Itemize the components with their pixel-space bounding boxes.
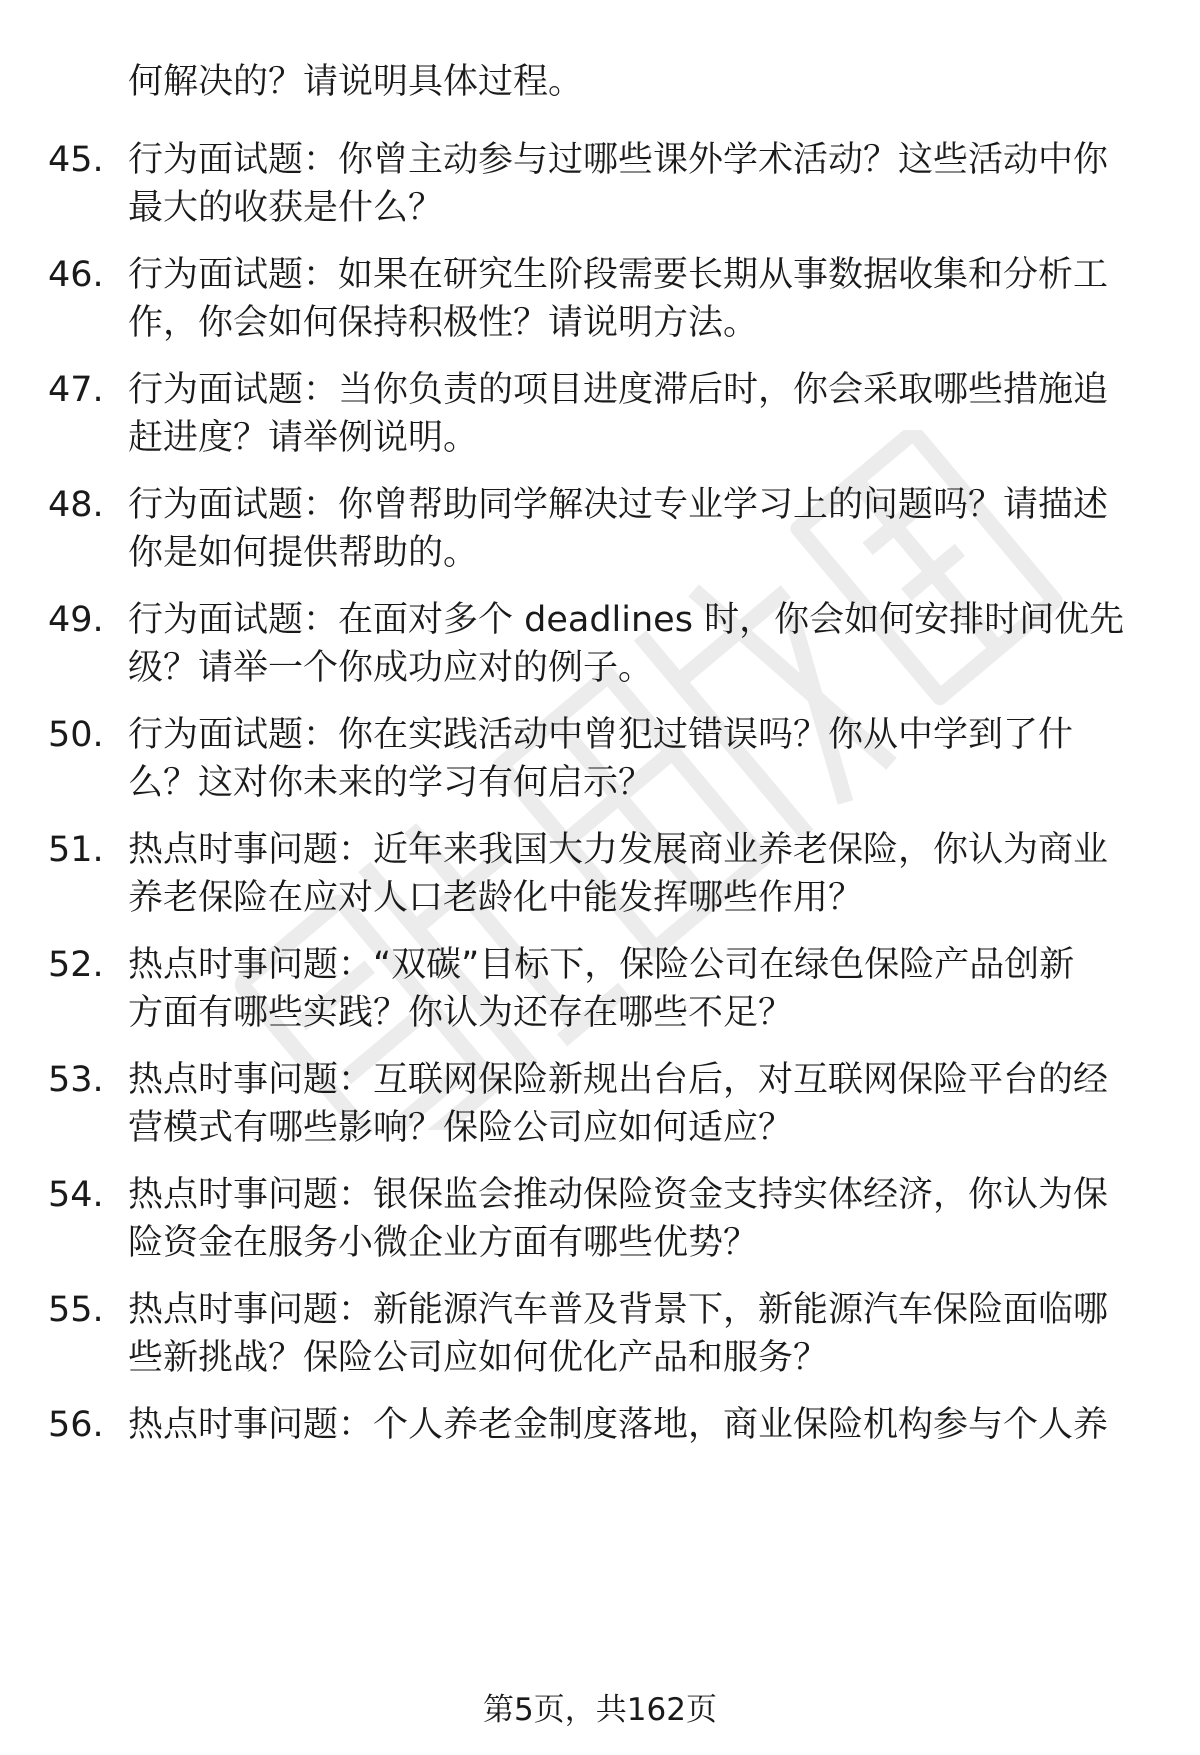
- question-line: 热点时事问题：新能源汽车普及背景下，新能源汽车保险面临哪: [128, 1290, 1109, 1330]
- question-number: 48.: [48, 485, 104, 525]
- question-line: 赶进度？请举例说明。: [128, 418, 479, 458]
- question-line: 行为面试题：你曾主动参与过哪些课外学术活动？这些活动中你: [128, 140, 1109, 180]
- question-number: 56.: [48, 1405, 104, 1445]
- question-number: 54.: [48, 1175, 104, 1215]
- question-text: [128, 1171, 1188, 1267]
- question-number: 51.: [48, 830, 104, 870]
- question-line: 你是如何提供帮助的。: [128, 533, 479, 573]
- question-line: 行为面试题：你在实践活动中曾犯过错误吗？你从中学到了什: [128, 715, 1074, 755]
- question-text: [128, 826, 1188, 922]
- question-text: [128, 941, 1188, 1037]
- question-line: 热点时事问题：近年来我国大力发展商业养老保险，你认为商业: [128, 830, 1109, 870]
- question-text: [128, 136, 1188, 232]
- question-line: 级？请举一个你成功应对的例子。: [128, 648, 654, 688]
- question-text: [128, 1401, 1188, 1449]
- question-line: 热点时事问题：个人养老金制度落地，商业保险机构参与个人养: [128, 1405, 1109, 1445]
- question-line: 最大的收获是什么？: [128, 188, 444, 228]
- question-number: 53.: [48, 1060, 104, 1100]
- question-line: 作，你会如何保持积极性？请说明方法。: [128, 303, 759, 343]
- question-line: 行为面试题：你曾帮助同学解决过专业学习上的问题吗？请描述: [128, 485, 1109, 525]
- question-line: 热点时事问题：“双碳”目标下，保险公司在绿色保险产品创新: [128, 945, 1075, 985]
- question-line: 热点时事问题：银保监会推动保险资金支持实体经济，你认为保: [128, 1175, 1109, 1215]
- question-number: 55.: [48, 1290, 104, 1330]
- question-line: 方面有哪些实践？你认为还存在哪些不足？: [128, 993, 794, 1033]
- question-number: 46.: [48, 255, 104, 295]
- question-number: 50.: [48, 715, 104, 755]
- question-text: [128, 596, 1188, 692]
- question-number: 49.: [48, 600, 104, 640]
- question-line: 行为面试题：在面对多个 deadlines 时，你会如何安排时间优先: [128, 600, 1125, 640]
- question-line: 么？这对你未来的学习有何启示？: [128, 763, 654, 803]
- question-line: 行为面试题：当你负责的项目进度滞后时，你会采取哪些措施追: [128, 370, 1109, 410]
- question-line: 险资金在服务小微企业方面有哪些优势？: [128, 1223, 759, 1263]
- question-number: 45.: [48, 140, 104, 180]
- question-text: [128, 366, 1188, 462]
- question-line: 些新挑战？保险公司应如何优化产品和服务？: [128, 1338, 829, 1378]
- continued-text: 何解决的？请说明具体过程。: [128, 62, 584, 102]
- question-line: 热点时事问题：互联网保险新规出台后，对互联网保险平台的经: [128, 1060, 1109, 1100]
- question-text: [128, 1056, 1188, 1152]
- question-number: 52.: [48, 945, 104, 985]
- question-text: [128, 481, 1188, 577]
- question-line: 营模式有哪些影响？保险公司应如何适应？: [128, 1108, 794, 1148]
- page-footer: 第5页，共162页: [483, 1692, 717, 1728]
- question-text: [128, 711, 1188, 807]
- question-line: 养老保险在应对人口老龄化中能发挥哪些作用？: [128, 878, 864, 918]
- question-text: [128, 251, 1188, 347]
- question-number: 47.: [48, 370, 104, 410]
- question-text: [128, 1286, 1188, 1382]
- question-line: 行为面试题：如果在研究生阶段需要长期从事数据收集和分析工: [128, 255, 1109, 295]
